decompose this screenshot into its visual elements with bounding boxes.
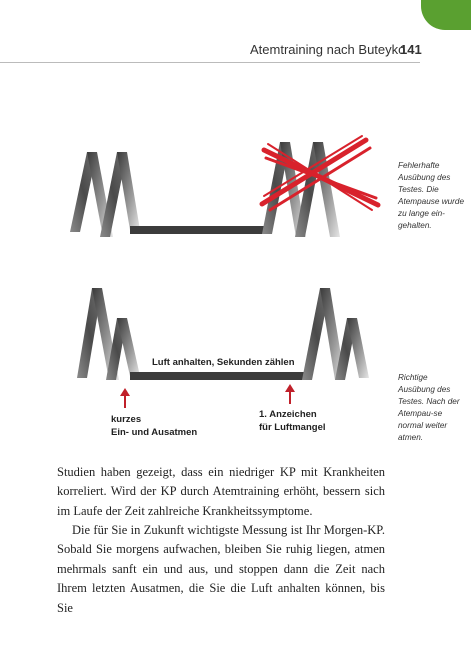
marker-left-label-line1: kurzes [111,414,142,425]
running-header-title: Atemtraining nach Buteyko [250,42,406,57]
figure-faulty-caption: Fehlerhafte Ausübung des Testes. Die Atempause wurde zu lange ein-gehalten. [398,161,464,230]
marker-arrow-right [285,384,295,404]
marker-arrow-left [120,388,130,408]
figure-correct-caption: Richtige Ausübung des Testes. Nach der Atempau-se normal weiter atmen. [398,373,460,442]
marker-left-label-line2: Ein- und Ausatmen [111,427,198,438]
body-paragraph-1: Studien haben gezeigt, dass ein niedriger KP mit Krankheiten korreliert. Wird der KP durch Atemtraining erhöht, bessern sich im Laufe der Zeit zahlreiche Krankheitssymptome. [57,465,385,518]
marker-right-label-line2: für Luftmangel [259,422,326,433]
marker-right-label-line1: 1. Anzeichen [259,409,317,420]
body-paragraph-2: Die für Sie in Zukunft wichtigste Messung ist Ihr Morgen-KP. Sobald Sie morgens aufwachen, bleiben Sie ruhig liegen, atmen mehrmals sanft ein und aus, und stoppen dann die Zeit nach Ihrem letzten Ausatmen, die Sie die Luft anhalten können, bis Sie [57,523,385,615]
marker-right-label [259,408,326,434]
page-number: 141 [400,42,422,57]
figure-faulty-breathing [70,136,378,237]
figure-correct-breathing [77,288,369,408]
hold-breath-label: Luft anhalten, Sekunden zählen [152,357,295,368]
marker-left-label [111,413,197,439]
